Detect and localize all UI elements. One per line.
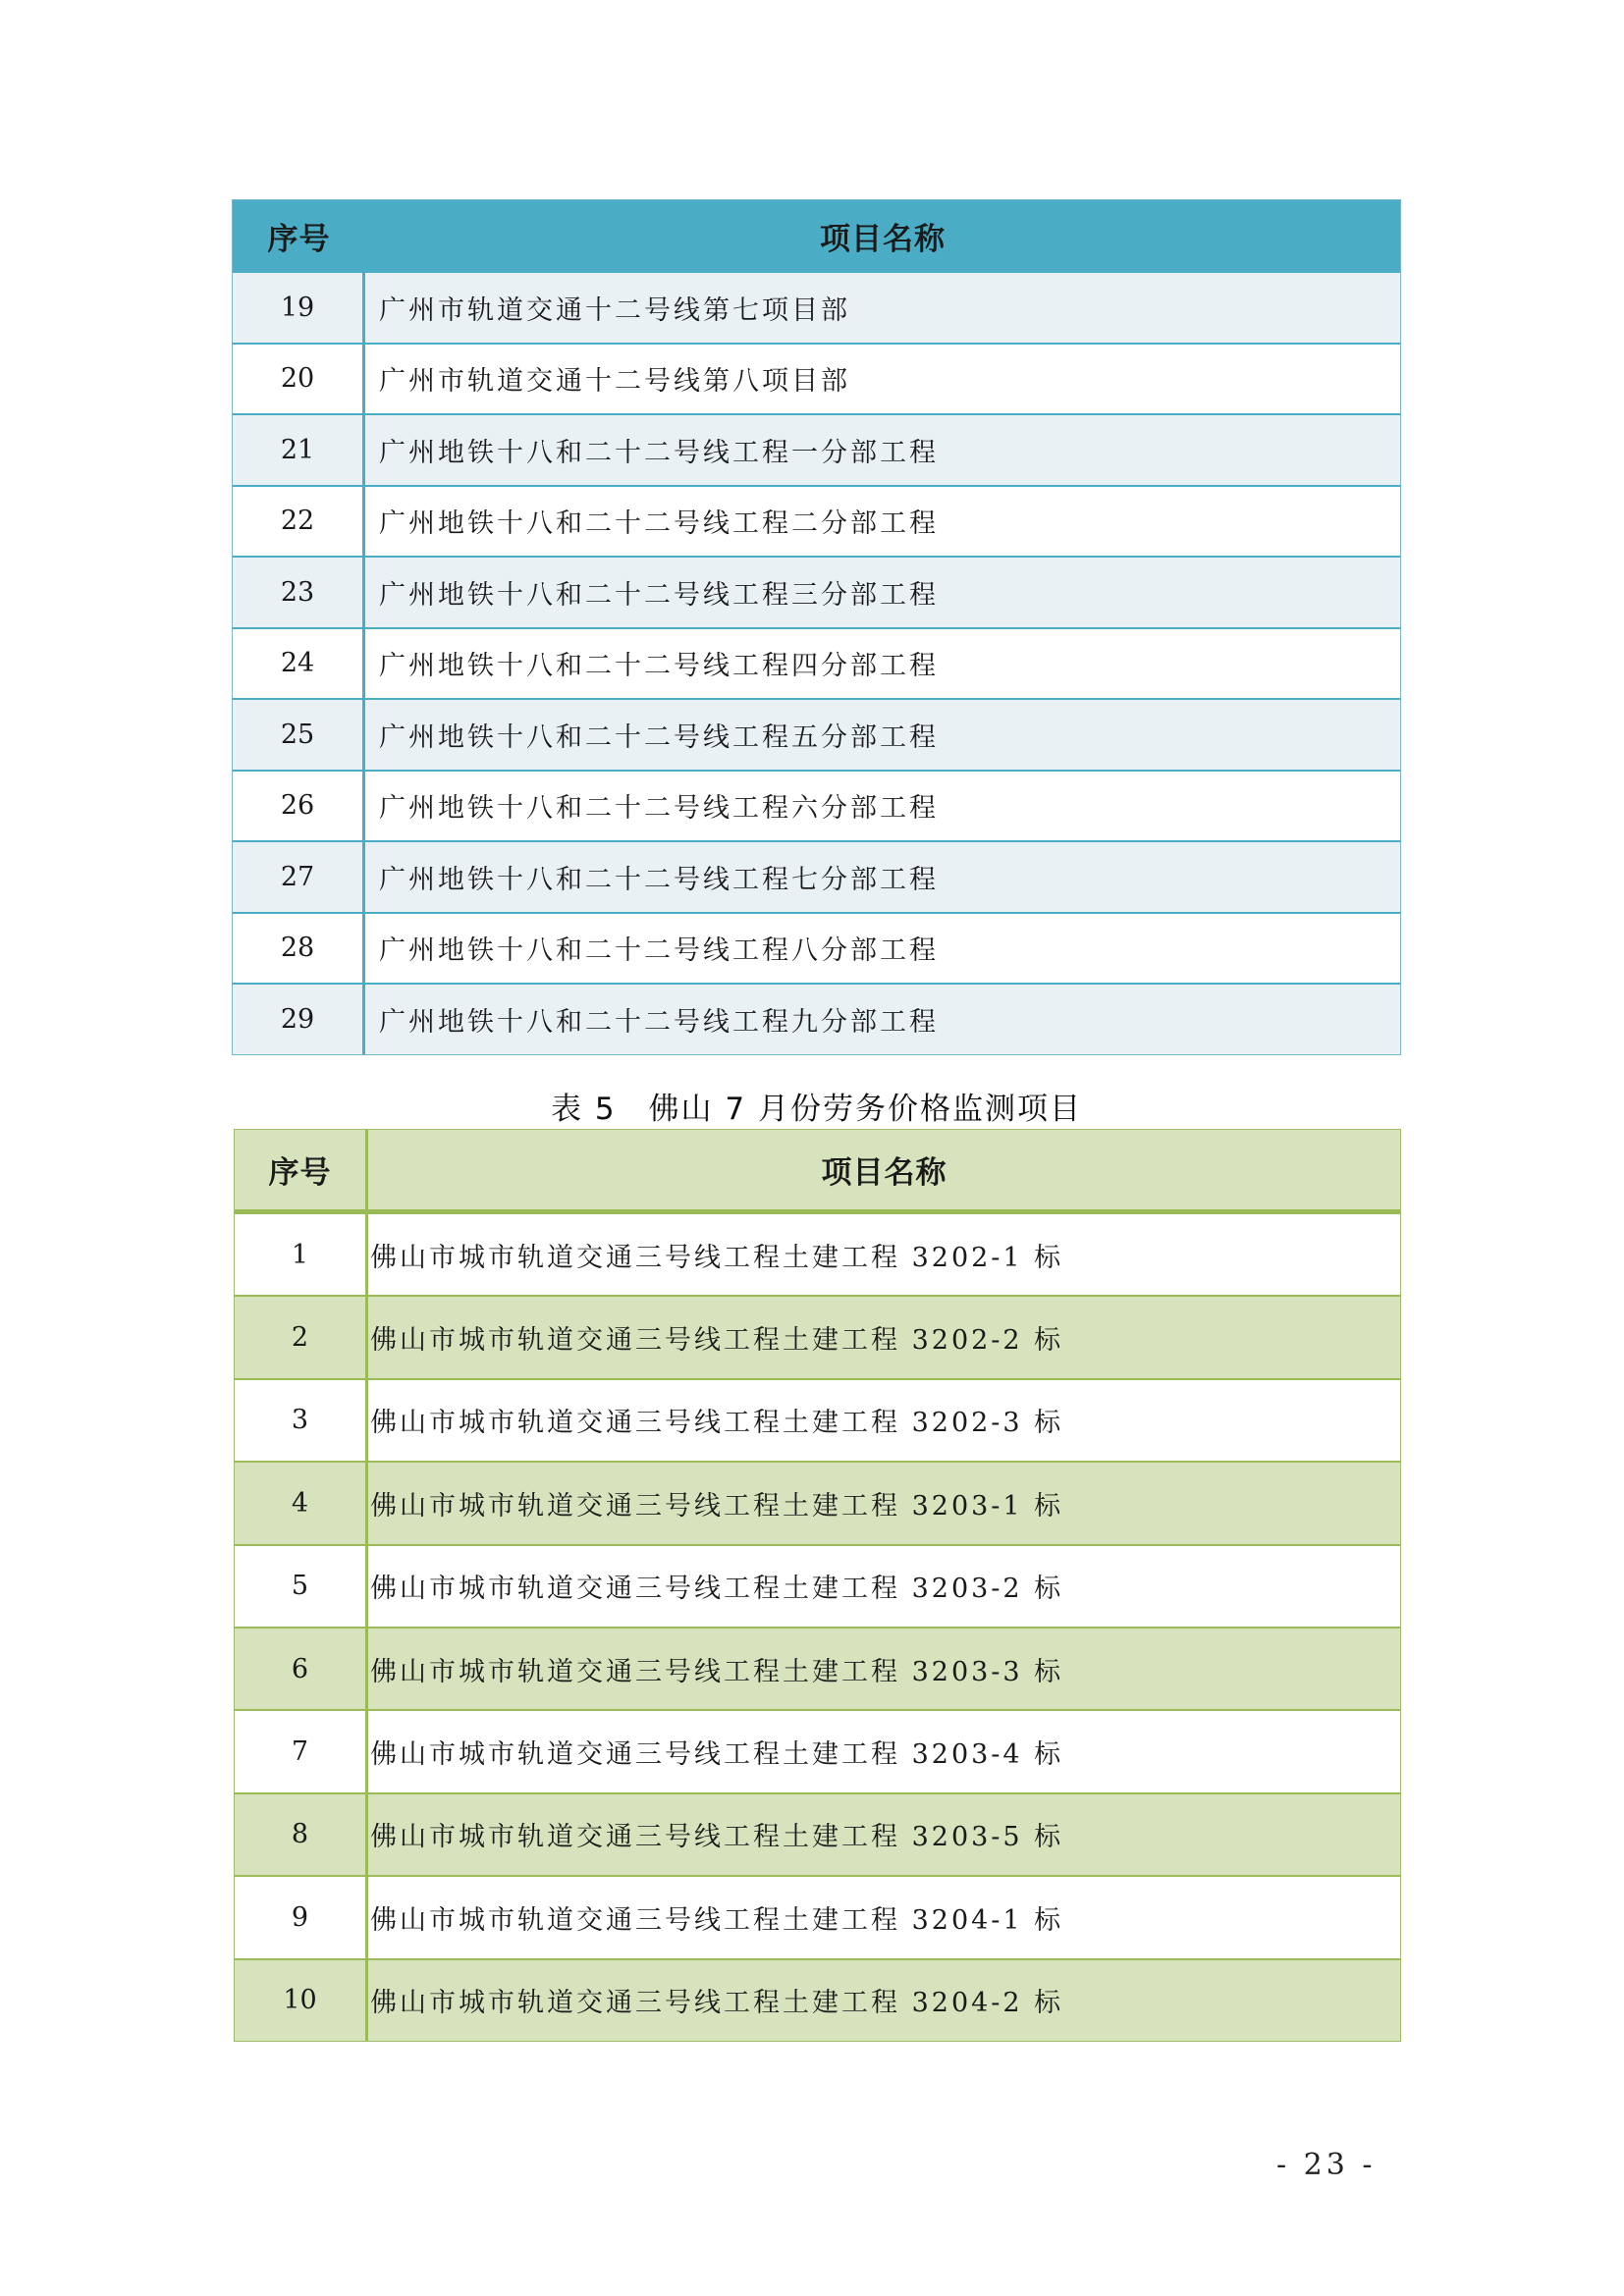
row-project-name: 佛山市城市轨道交通三号线工程土建工程 3203-3 标 [370, 1656, 1064, 1687]
table-row [233, 912, 1400, 984]
row-project-name: 广州地铁十八和二十二号线工程七分部工程 [379, 864, 939, 895]
row-number: 4 [235, 1463, 368, 1543]
row-number: 26 [233, 772, 365, 841]
row-project-name: 广州地铁十八和二十二号线工程三分部工程 [379, 579, 939, 611]
row-number: 27 [233, 842, 365, 912]
row-project-name: 广州地铁十八和二十二号线工程八分部工程 [379, 935, 939, 967]
table-row [233, 556, 1400, 627]
row-number: 9 [235, 1877, 368, 1957]
row-project-name: 广州地铁十八和二十二号线工程四分部工程 [379, 651, 939, 682]
table-row [233, 485, 1400, 557]
header-project-name: 项目名称 [821, 1155, 947, 1191]
row-project-name: 佛山市城市轨道交通三号线工程土建工程 3204-2 标 [370, 1988, 1064, 2019]
table-row [235, 1792, 1400, 1875]
row-project-name: 佛山市城市轨道交通三号线工程土建工程 3203-1 标 [370, 1490, 1064, 1522]
table-row [233, 271, 1400, 343]
row-project-name: 广州地铁十八和二十二号线工程二分部工程 [379, 508, 939, 540]
header-serial-number: 序号 [267, 221, 331, 257]
page-number: - 23 - [1276, 2148, 1377, 2182]
table-row [235, 1212, 1400, 1295]
row-number: 29 [233, 985, 365, 1054]
guangzhou-projects-table [232, 199, 1401, 1055]
row-project-name: 佛山市城市轨道交通三号线工程土建工程 3202-2 标 [370, 1325, 1064, 1357]
row-number: 2 [235, 1297, 368, 1377]
row-number: 25 [233, 700, 365, 770]
table-row [233, 983, 1400, 1054]
table-row [235, 1958, 1400, 2041]
row-number: 19 [233, 273, 365, 343]
row-number: 28 [233, 914, 365, 984]
row-number: 8 [235, 1794, 368, 1875]
row-project-name: 广州地铁十八和二十二号线工程五分部工程 [379, 721, 939, 753]
row-project-name: 佛山市城市轨道交通三号线工程土建工程 3202-3 标 [370, 1408, 1064, 1439]
table-row [233, 840, 1400, 912]
table-row [235, 1461, 1400, 1543]
table-row [235, 1709, 1400, 1791]
row-number: 24 [233, 629, 365, 699]
row-project-name: 广州地铁十八和二十二号线工程一分部工程 [379, 437, 939, 468]
row-project-name: 广州市轨道交通十二号线第八项目部 [379, 366, 850, 398]
table-row [233, 698, 1400, 770]
row-number: 21 [233, 415, 365, 485]
row-project-name: 佛山市城市轨道交通三号线工程土建工程 3203-5 标 [370, 1822, 1064, 1853]
table-row [233, 343, 1400, 414]
row-number: 23 [233, 558, 365, 627]
row-number: 7 [235, 1711, 368, 1791]
row-project-name: 佛山市城市轨道交通三号线工程土建工程 3203-4 标 [370, 1739, 1064, 1771]
row-project-name: 广州市轨道交通十二号线第七项目部 [379, 294, 850, 326]
row-number: 10 [235, 1960, 368, 2041]
row-number: 22 [233, 487, 365, 557]
row-number: 6 [235, 1629, 368, 1709]
table-row [233, 413, 1400, 485]
table-header [233, 200, 1400, 271]
row-project-name: 广州地铁十八和二十二号线工程六分部工程 [379, 793, 939, 825]
table-row [235, 1875, 1400, 1957]
row-project-name: 佛山市城市轨道交通三号线工程土建工程 3202-1 标 [370, 1242, 1064, 1273]
table-row [235, 1627, 1400, 1709]
row-number: 1 [235, 1214, 368, 1295]
header-project-name: 项目名称 [820, 221, 946, 257]
table-row [233, 770, 1400, 841]
row-number: 20 [233, 345, 365, 414]
table-row [235, 1544, 1400, 1627]
row-project-name: 佛山市城市轨道交通三号线工程土建工程 3204-1 标 [370, 1904, 1064, 1936]
table-row [235, 1295, 1400, 1377]
table-caption: 表 5 佛山 7 月份劳务价格监测项目 [550, 1092, 1082, 1127]
table-row [235, 1378, 1400, 1461]
header-serial-number: 序号 [235, 1130, 368, 1209]
row-number: 5 [235, 1546, 368, 1627]
row-project-name: 佛山市城市轨道交通三号线工程土建工程 3203-2 标 [370, 1574, 1064, 1605]
row-project-name: 广州地铁十八和二十二号线工程九分部工程 [379, 1006, 939, 1038]
row-number: 3 [235, 1380, 368, 1461]
table-header [235, 1130, 1400, 1212]
foshan-projects-table [234, 1129, 1401, 2042]
table-row [233, 627, 1400, 699]
